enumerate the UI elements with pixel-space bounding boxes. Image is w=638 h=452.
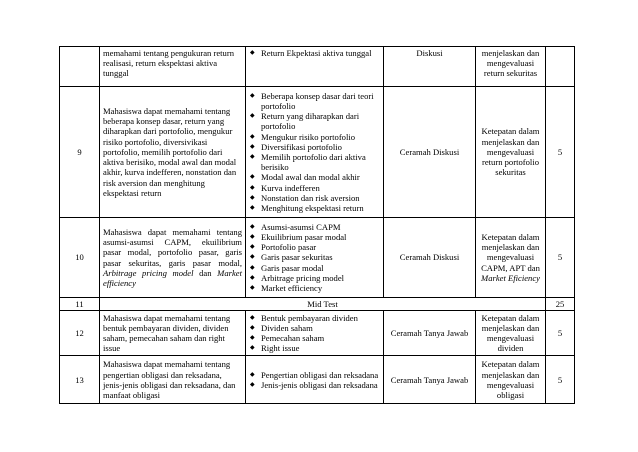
weight-cell: 5 bbox=[546, 356, 575, 404]
ability-emphasis: Market efficiency bbox=[103, 267, 242, 288]
method-cell: Ceramah Diskusi bbox=[384, 218, 476, 298]
criteria-cell: Ketepatan dalam menjelaskan dan mengevaluasi dividen bbox=[476, 311, 546, 356]
table-row bbox=[60, 47, 575, 87]
weight-cell bbox=[546, 47, 575, 87]
list-item: ◆ Nonstation dan risk aversion bbox=[249, 193, 380, 203]
method-cell: Ceramah Tanya Jawab bbox=[384, 311, 476, 356]
list-item: ◆ Modal awal dan modal akhir bbox=[249, 172, 380, 182]
weight-cell: 5 bbox=[546, 311, 575, 356]
list-item: ◆ Garis pasar modal bbox=[249, 263, 380, 273]
list-item: ◆ Menghitung ekspektasi return bbox=[249, 203, 380, 213]
materials-cell bbox=[246, 47, 384, 87]
table-row bbox=[60, 218, 575, 298]
week-cell bbox=[60, 47, 100, 87]
materials-list bbox=[249, 91, 380, 213]
week-cell: 12 bbox=[60, 311, 100, 356]
ability-emphasis: Arbitrage pricing model bbox=[103, 267, 194, 278]
materials-cell bbox=[246, 356, 384, 404]
criteria-cell: Ketepatan dalam menjelaskan dan mengevaluasi obligasi bbox=[476, 356, 546, 404]
course-plan-table bbox=[59, 46, 575, 404]
week-cell: 11 bbox=[60, 298, 100, 311]
weight-cell: 5 bbox=[546, 87, 575, 218]
criteria-emphasis: Market Eficiency bbox=[481, 272, 540, 283]
list-item: ◆ Beberapa konsep dasar dari teori portofolio bbox=[249, 91, 380, 111]
criteria-cell: menjelaskan dan mengevaluasi return sekuritas bbox=[476, 47, 546, 87]
ability-cell bbox=[100, 87, 246, 218]
list-item: ◆ Mengukur risiko portofolio bbox=[249, 132, 380, 142]
list-item: ◆ Dividen saham bbox=[249, 323, 380, 333]
list-item: ◆ Return yang diharapkan dari portofolio bbox=[249, 111, 380, 131]
table-row bbox=[60, 298, 575, 311]
ability-text: Mahasiswa dapat memahami tentang beberapa konsep dasar, return yang diharapkan dari portofolio, mengukur risiko portofolio, diversivikasi portofolio, memilih portofolio dari aktiva berisiko, modal awal dan modal akhir, kurva indefferen, nonstation dan risk aversion dan menghitung ekspektasi return bbox=[103, 106, 237, 198]
table-row bbox=[60, 356, 575, 404]
ability-text: Mahasiswa dapat memahami tentang pengertian obligasi dan reksadana, jenis-jenis obligasi dan reksadana, dan manfaat obligasi bbox=[103, 359, 236, 400]
ability-text: dan bbox=[193, 267, 218, 278]
ability-text: Mahasiswa dapat memahami tentang asumsi-asumsi CAPM, ekuilibrium pasar modal, portofolio pasar, garis pasar sekuritas, garis pasar modal, bbox=[103, 226, 242, 268]
materials-list bbox=[249, 48, 380, 58]
ability-cell bbox=[100, 47, 246, 87]
list-item: ◆ Garis pasar sekuritas bbox=[249, 252, 380, 262]
list-item: ◆ Portofolio pasar bbox=[249, 242, 380, 252]
list-item: ◆ Right issue bbox=[249, 343, 380, 353]
weight-cell: 5 bbox=[546, 218, 575, 298]
midtest-cell: Mid Test bbox=[100, 298, 546, 311]
list-item: ◆ Jenis-jenis obligasi dan reksadana bbox=[249, 380, 380, 390]
list-item: ◆ Arbitrage pricing model bbox=[249, 273, 380, 283]
list-item: ◆ Kurva indefferen bbox=[249, 183, 380, 193]
list-item: ◆ Market efficiency bbox=[249, 283, 380, 293]
materials-list bbox=[249, 370, 380, 390]
criteria-cell: Ketepatan dalam menjelaskan dan mengevaluasi return portofolio sekuritas bbox=[476, 87, 546, 218]
list-item: ◆ Ekuilibrium pasar modal bbox=[249, 232, 380, 242]
method-cell: Ceramah Tanya Jawab bbox=[384, 356, 476, 404]
materials-cell bbox=[246, 311, 384, 356]
method-cell: Diskusi bbox=[384, 47, 476, 87]
week-cell: 13 bbox=[60, 356, 100, 404]
list-item: ◆ Diversifikasi portofolio bbox=[249, 142, 380, 152]
week-cell: 10 bbox=[60, 218, 100, 298]
table-row bbox=[60, 311, 575, 356]
materials-list bbox=[249, 313, 380, 354]
list-item: ◆ Pengertian obligasi dan reksadana bbox=[249, 370, 380, 380]
ability-cell bbox=[100, 356, 246, 404]
list-item: ◆ Return Ekpektasi aktiva tunggal bbox=[249, 48, 380, 58]
list-item: ◆ Asumsi-asumsi CAPM bbox=[249, 222, 380, 232]
materials-list bbox=[249, 222, 380, 293]
weight-cell: 25 bbox=[546, 298, 575, 311]
criteria-cell bbox=[476, 218, 546, 298]
week-cell: 9 bbox=[60, 87, 100, 218]
ability-text: Mahasiswa dapat memahami tentang bentuk pembayaran dividen, dividen saham, pemecahan saham dan right issue bbox=[103, 312, 231, 354]
criteria-text: Ketepatan dalam menjelaskan dan mengevaluasi CAPM, APT dan bbox=[481, 231, 540, 273]
method-cell: Ceramah Diskusi bbox=[384, 87, 476, 218]
materials-cell bbox=[246, 87, 384, 218]
materials-cell bbox=[246, 218, 384, 298]
list-item: ◆ Pemecahan saham bbox=[249, 333, 380, 343]
list-item: ◆ Bentuk pembayaran dividen bbox=[249, 313, 380, 323]
ability-text: memahami tentang pengukuran return realisasi, return ekspektasi aktiva tunggal bbox=[103, 48, 235, 79]
table-row bbox=[60, 87, 575, 218]
ability-cell bbox=[100, 218, 246, 298]
ability-cell bbox=[100, 311, 246, 356]
list-item: ◆ Memilih portofolio dari aktiva berisiko bbox=[249, 152, 380, 172]
